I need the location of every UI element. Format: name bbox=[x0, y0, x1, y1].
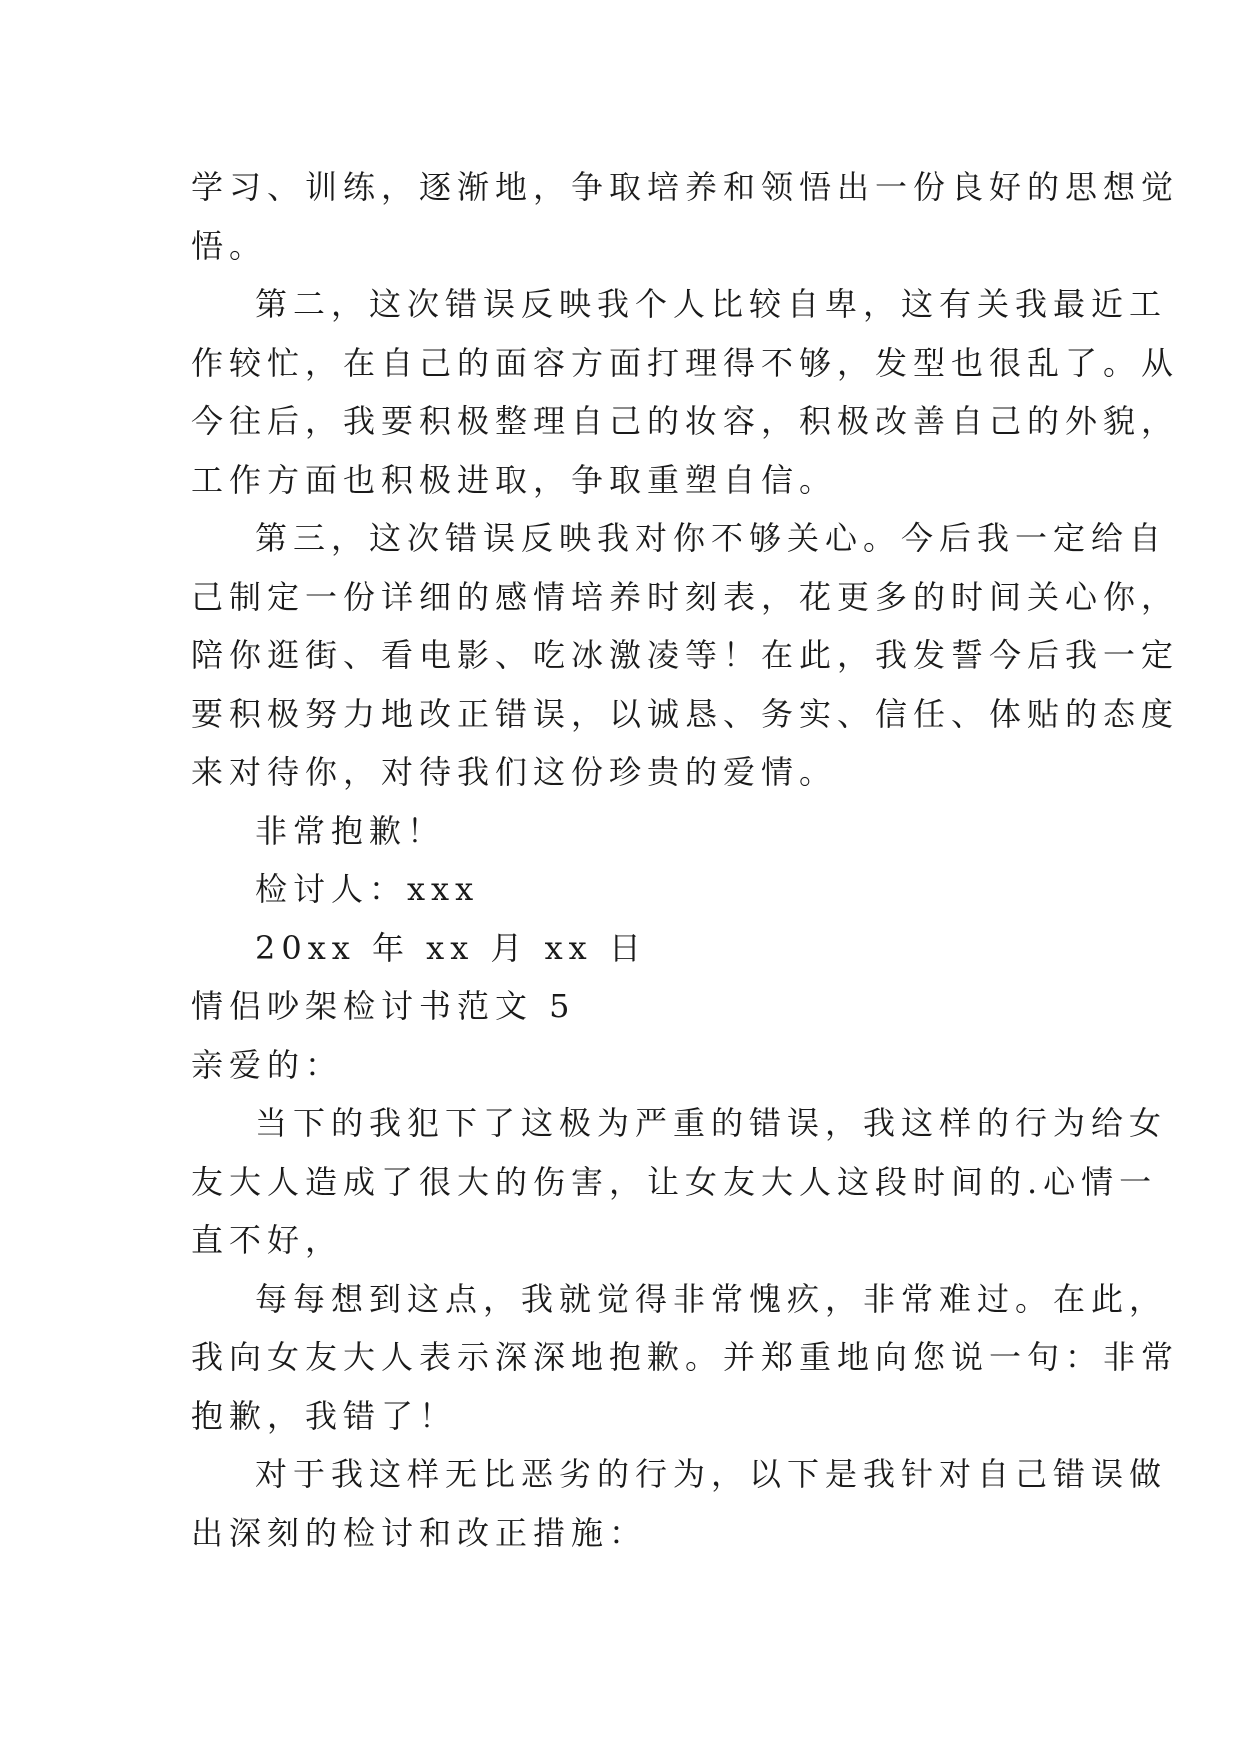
text-line: 对于我这样无比恶劣的行为，以下是我针对自己错误做 bbox=[255, 1455, 1168, 1493]
text-line: 工作方面也积极进取，争取重塑自信。 bbox=[191, 460, 838, 499]
text-line: 检讨人：xxx bbox=[255, 870, 480, 908]
text-line: 友大人造成了很大的伤害，让女友大人这段时间的.心情一 bbox=[191, 1162, 1158, 1201]
text-line: 今往后，我要积极整理自己的妆容，积极改善自己的外貌， bbox=[191, 402, 1180, 440]
text-line: 来对待你，对待我们这份珍贵的爱情。 bbox=[191, 753, 838, 791]
text-line: 要积极努力地改正错误，以诚恳、务实、信任、体贴的态度 bbox=[191, 694, 1180, 733]
text-line: 己制定一份详细的感情培养时刻表，花更多的时间关心你， bbox=[191, 577, 1180, 616]
text-line: 非常抱歉！ bbox=[255, 811, 446, 850]
text-line: 我向女友大人表示深深地抱歉。并郑重地向您说一句：非常 bbox=[191, 1338, 1180, 1376]
text-line: 直不好， bbox=[191, 1221, 344, 1259]
text-line: 情侣吵架检讨书范文 5 bbox=[191, 987, 576, 1025]
text-line: 学习、训练，逐渐地，争取培养和领悟出一份良好的思想觉 bbox=[191, 168, 1180, 206]
text-line: 出深刻的检讨和改正措施： bbox=[191, 1513, 648, 1552]
text-line: 作较忙，在自己的面容方面打理得不够，发型也很乱了。从 bbox=[191, 343, 1180, 382]
text-line: 抱歉，我错了！ bbox=[191, 1396, 458, 1435]
text-line: 第二，这次错误反映我个人比较自卑，这有关我最近工 bbox=[255, 285, 1168, 323]
document-body bbox=[191, 158, 1180, 1562]
text-line: 亲爱的： bbox=[191, 1045, 344, 1084]
text-line: 当下的我犯下了这极为严重的错误，我这样的行为给女 bbox=[255, 1104, 1168, 1142]
text-line: 陪你逛街、看电影、吃冰激凌等！在此，我发誓今后我一定 bbox=[191, 636, 1180, 674]
text-line: 20xx 年 xx 月 xx 日 bbox=[255, 928, 647, 967]
text-line: 每每想到这点，我就觉得非常愧疚，非常难过。在此， bbox=[255, 1279, 1168, 1318]
text-line: 悟。 bbox=[191, 226, 268, 265]
text-line: 第三，这次错误反映我对你不够关心。今后我一定给自 bbox=[255, 519, 1168, 557]
